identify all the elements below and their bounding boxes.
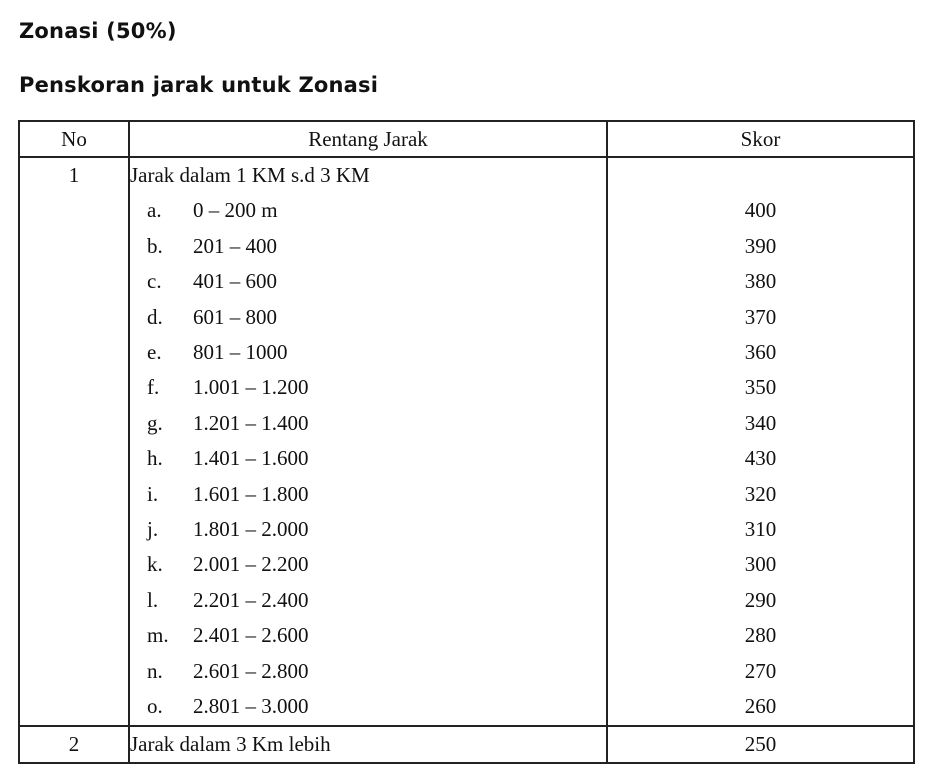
- table-row: [19, 229, 914, 264]
- table-row: [19, 406, 914, 441]
- item-letter: i.: [147, 481, 159, 506]
- group-1-no: 1: [19, 157, 129, 193]
- item-score: 310: [607, 512, 914, 547]
- table-row: [19, 512, 914, 547]
- item-range: 1.001 – 1.200: [193, 375, 309, 400]
- item-range: 2.601 – 2.800: [193, 658, 309, 683]
- item-range: 401 – 600: [193, 269, 277, 294]
- table-row: [19, 441, 914, 476]
- item-letter: f.: [147, 375, 160, 400]
- item-score: 340: [607, 406, 914, 441]
- item-range: 601 – 800: [193, 304, 277, 329]
- header-score: Skor: [607, 121, 914, 157]
- item-range: 1.801 – 2.000: [193, 517, 309, 542]
- table-row: [19, 654, 914, 689]
- item-letter: g.: [147, 410, 163, 435]
- group-1-row: [19, 157, 914, 193]
- table-row: [19, 583, 914, 618]
- table-title: Penskoran jarak untuk Zonasi: [19, 73, 379, 97]
- item-range: 1.601 – 1.800: [193, 481, 309, 506]
- item-letter: j.: [147, 517, 159, 542]
- item-range: 2.001 – 2.200: [193, 552, 309, 577]
- item-score: 290: [607, 583, 914, 618]
- item-range: 0 – 200 m: [193, 198, 278, 223]
- item-score: 390: [607, 229, 914, 264]
- item-range: 2.201 – 2.400: [193, 587, 309, 612]
- item-letter: m.: [147, 623, 169, 648]
- item-score: 360: [607, 335, 914, 370]
- score-table: [18, 120, 915, 764]
- table-row: [19, 689, 914, 725]
- item-letter: h.: [147, 446, 163, 471]
- item-letter: e.: [147, 340, 162, 365]
- group-2-no: 2: [19, 726, 129, 763]
- item-letter: n.: [147, 658, 163, 683]
- item-score: 260: [607, 689, 914, 725]
- header-no: No: [19, 121, 129, 157]
- item-letter: a.: [147, 198, 162, 223]
- item-range: 2.401 – 2.600: [193, 623, 309, 648]
- table-row: [19, 193, 914, 228]
- table-row: [19, 300, 914, 335]
- item-score: 270: [607, 654, 914, 689]
- item-score: 280: [607, 618, 914, 653]
- item-score: 400: [607, 193, 914, 228]
- group-1-label: Jarak dalam 1 KM s.d 3 KM: [129, 157, 607, 193]
- item-letter: o.: [147, 694, 163, 719]
- group-2-score: 250: [607, 726, 914, 763]
- group-2-label: Jarak dalam 3 Km lebih: [129, 726, 607, 763]
- table-row: [19, 264, 914, 299]
- item-score: 350: [607, 370, 914, 405]
- table-row: [19, 370, 914, 405]
- item-score: 380: [607, 264, 914, 299]
- item-range: 1.401 – 1.600: [193, 446, 309, 471]
- item-letter: d.: [147, 304, 163, 329]
- table-row: [19, 547, 914, 582]
- section-title: Zonasi (50%): [19, 19, 177, 43]
- item-score: 370: [607, 300, 914, 335]
- group-1-score-empty: [607, 157, 914, 193]
- table-row: [19, 618, 914, 653]
- header-range: Rentang Jarak: [129, 121, 607, 157]
- header-row: [19, 121, 914, 157]
- item-range: 201 – 400: [193, 233, 277, 258]
- group-2-row: [19, 726, 914, 763]
- item-letter: c.: [147, 269, 162, 294]
- table-row: [19, 335, 914, 370]
- item-range: 801 – 1000: [193, 340, 288, 365]
- item-letter: b.: [147, 233, 163, 258]
- item-score: 300: [607, 547, 914, 582]
- item-range: 1.201 – 1.400: [193, 410, 309, 435]
- table-row: [19, 477, 914, 512]
- item-score: 430: [607, 441, 914, 476]
- item-letter: k.: [147, 552, 163, 577]
- item-letter: l.: [147, 587, 159, 612]
- item-score: 320: [607, 477, 914, 512]
- item-range: 2.801 – 3.000: [193, 694, 309, 719]
